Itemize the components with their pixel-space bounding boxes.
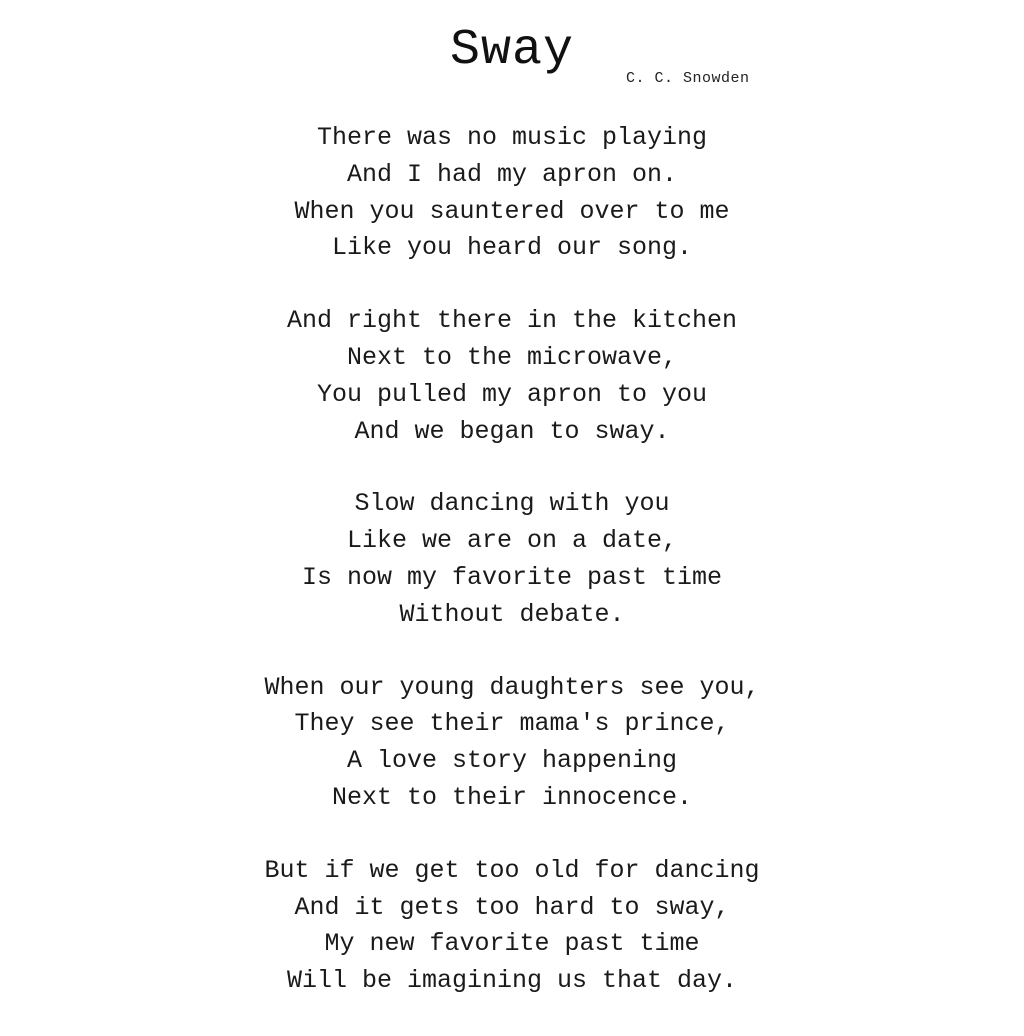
poem-line: And I had my apron on. xyxy=(346,159,678,189)
poem-line: A love story happening xyxy=(346,746,678,776)
stanza-1 xyxy=(0,120,1024,267)
poem-line: Will be imagining us that day. xyxy=(286,966,738,996)
poem-line: They see their mama's prince, xyxy=(294,709,730,739)
poem-line: There was no music playing xyxy=(316,123,708,152)
poem-line: Without debate. xyxy=(399,599,625,629)
poem-line: When you sauntered over to me xyxy=(294,196,730,226)
poem-line: You pulled my apron to you xyxy=(316,379,708,409)
poem-line: Like you heard our song. xyxy=(331,233,693,263)
poem-line: Like we are on a date, xyxy=(346,526,678,556)
poem-line: Is now my favorite past time xyxy=(301,562,723,592)
stanza-3 xyxy=(0,486,1024,633)
poem-line: And we began to sway. xyxy=(354,416,670,446)
poem-line: Next to the microwave, xyxy=(346,342,678,372)
poem-line: And it gets too hard to sway, xyxy=(294,892,730,922)
poem-line: When our young daughters see you, xyxy=(264,672,760,702)
poem-author: C. C. Snowden xyxy=(626,70,750,87)
poem-body xyxy=(0,120,1024,1036)
poem-line: My new favorite past time xyxy=(324,929,700,959)
stanza-4 xyxy=(0,670,1024,817)
stanza-5 xyxy=(0,853,1024,1000)
poem-line: And right there in the kitchen xyxy=(286,306,738,336)
poem-title: Sway xyxy=(449,22,575,79)
poem-line: Next to their innocence. xyxy=(331,782,693,812)
stanza-2 xyxy=(0,303,1024,450)
poem-line: Slow dancing with you xyxy=(354,489,670,519)
poem-line: But if we get too old for dancing xyxy=(264,855,760,885)
